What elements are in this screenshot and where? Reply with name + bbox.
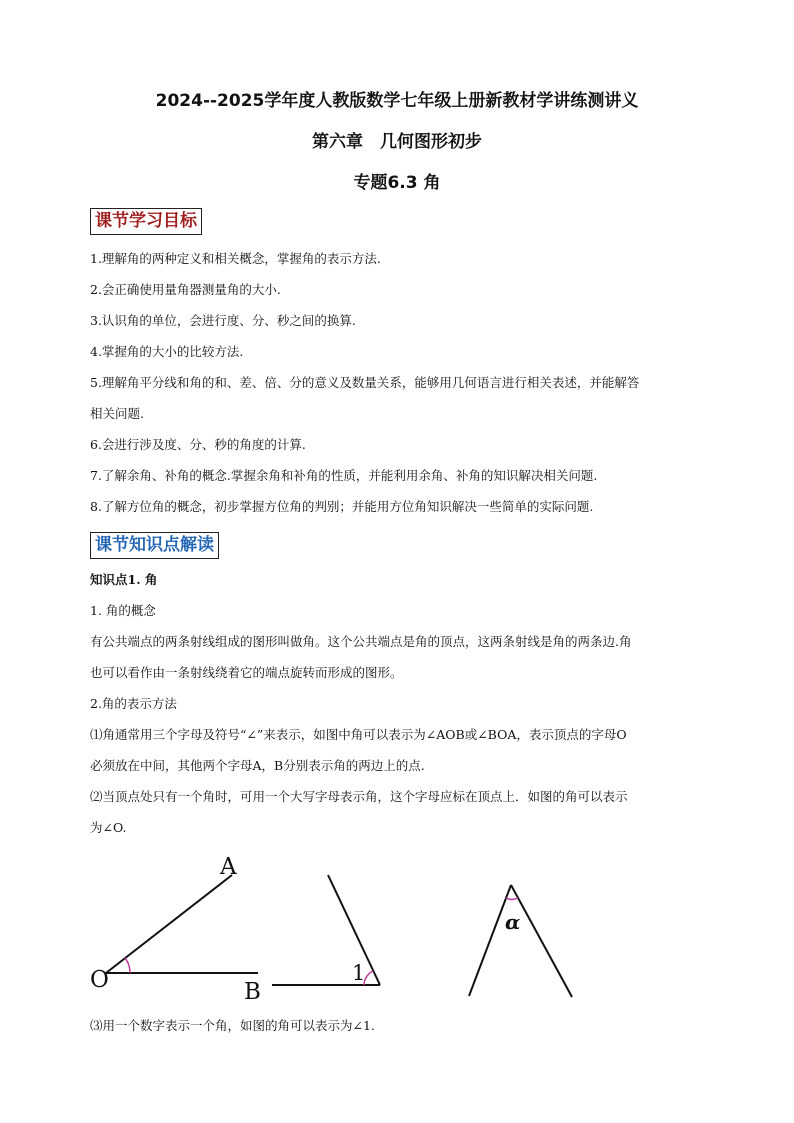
notation-title: 2.角的表示方法 [90,696,177,711]
ray-left [469,885,511,996]
ray-right [511,885,572,997]
figure-angle-1 [272,875,380,985]
label-o: O [90,967,109,993]
label-a: A [220,854,237,880]
goal-item: 4.掌握角的大小的比较方法. [90,344,244,359]
topic-title: 专题6.3 角 [353,173,441,193]
goal-item: 3.认识角的单位，会进行度、分、秒之间的换算. [90,313,356,328]
goal-item: 8.了解方位角的概念，初步掌握方位角的判别；并能用方位角知识解决一些简单的实际问题. [90,499,594,514]
goal-item: 6.会进行涉及度、分、秒的角度的计算. [90,437,306,452]
angle-arc [125,958,130,973]
goal-item: 7.了解余角、补角的概念.掌握余角和补角的性质，并能利用余角、补角的知识解决相关问题. [90,468,598,483]
figure-angle-alpha [469,885,572,997]
label-alpha: α [505,910,521,934]
angle-arc [506,898,518,899]
goals-heading: 课节学习目标 [90,208,202,235]
goal-item: 2.会正确使用量角器测量角的大小. [90,282,281,297]
goal-item: 相关问题. [90,406,144,421]
goal-item: 5.理解角平分线和角的和、差、倍、分的意义及数量关系，能够用几何语言进行相关表述，并能解答 [90,375,640,390]
notation-line: ⑴角通常用三个字母及符号“∠”来表示，如图中角可以表示为∠AOB或∠BOA，表示顶点的字母O [90,727,627,742]
figure-angle-aob [90,854,261,1005]
concept-title: 1. 角的概念 [90,603,156,618]
concept-line: 有公共端点的两条射线组成的图形叫做角。这个公共端点是角的顶点，这两条射线是角的两条边.角 [90,634,632,649]
notation-line-3: ⑶用一个数字表示一个角，如图的角可以表示为∠1. [90,1018,375,1033]
notation-line: 必须放在中间，其他两个字母A，B分别表示角的两边上的点. [90,758,425,773]
knowledge-point-title: 知识点1. 角 [90,572,158,587]
goal-item: 1.理解角的两种定义和相关概念，掌握角的表示方法. [90,251,381,266]
knowledge-heading: 课节知识点解读 [90,532,219,559]
notation-line: 为∠O. [90,820,127,835]
document-title: 2024--2025学年度人教版数学七年级上册新教材学讲练测讲义 [155,91,639,111]
label-1: 1 [352,961,366,985]
chapter-title: 第六章 几何图形初步 [312,132,482,152]
concept-line: 也可以看作由一条射线绕着它的端点旋转而形成的图形。 [90,665,403,680]
notation-line: ⑵当顶点处只有一个角时，可用一个大写字母表示角，这个字母应标在顶点上．如图的角可以表示 [90,789,628,804]
label-b: B [244,979,261,1005]
